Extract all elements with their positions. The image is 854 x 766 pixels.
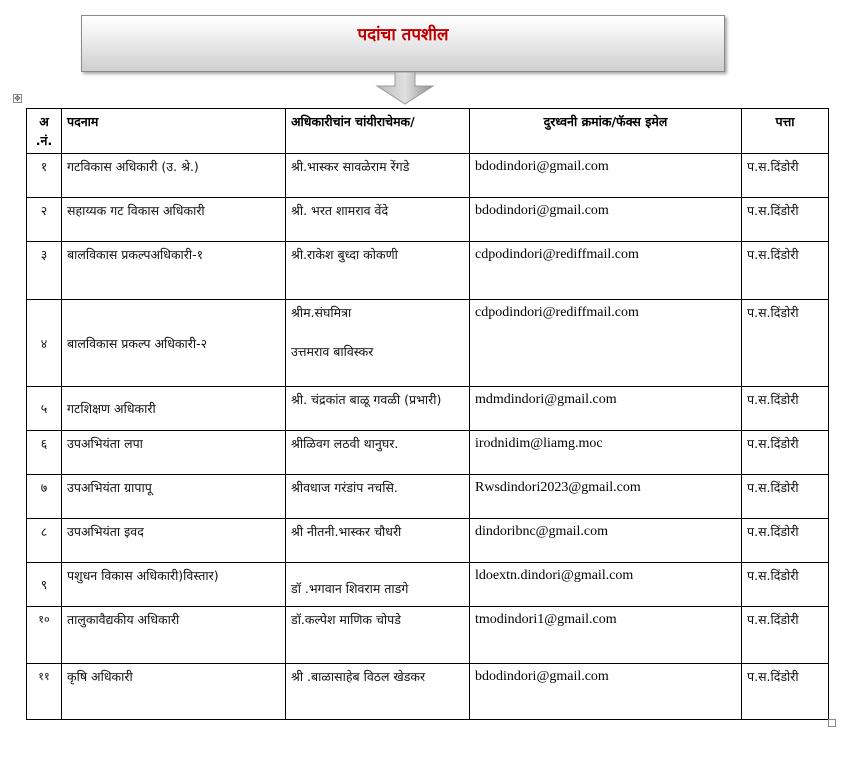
cell-officer-name (286, 519, 470, 563)
cell-address-text: प.स.दिंडोरी (747, 436, 799, 451)
cell-sr (27, 664, 62, 720)
title-box (81, 15, 725, 72)
cell-address (742, 563, 829, 607)
cell-officer-name (286, 431, 470, 475)
cell-address (742, 475, 829, 519)
cell-officer-name (286, 563, 470, 607)
arrow-down-icon (375, 72, 435, 106)
header-sr: अ .नं. (27, 109, 62, 154)
cell-address-text: प.स.दिंडोरी (747, 305, 799, 320)
cell-officer-name (286, 475, 470, 519)
cell-officer-name-text: श्रीम.संघमित्रा (291, 305, 352, 320)
cell-sr (27, 563, 62, 607)
table-row (27, 431, 829, 475)
cell-sr-text: ११ (38, 670, 50, 683)
cell-designation (62, 607, 286, 664)
cell-designation (62, 154, 286, 198)
cell-sr (27, 431, 62, 475)
cell-officer-name-text: श्री.राकेश बुध्दा कोकणी (291, 247, 398, 262)
cell-email (470, 198, 742, 242)
cell-sr (27, 154, 62, 198)
cell-address-text: प.स.दिंडोरी (747, 392, 799, 407)
cell-email-text: dindoribnc@gmail.com (475, 524, 609, 539)
cell-address (742, 387, 829, 431)
cell-sr (27, 475, 62, 519)
cell-officer-name (286, 154, 470, 198)
cell-sr (27, 387, 62, 431)
cell-sr-text: २ (40, 203, 48, 218)
cell-email-text: bdodindori@gmail.com (475, 203, 609, 218)
cell-email (470, 563, 742, 607)
cell-email-text: bdodindori@gmail.com (475, 159, 609, 174)
cell-sr-text: १ (40, 159, 48, 174)
cell-officer-name-text: श्रीळिवग लठवी थानुघर. (291, 436, 399, 451)
cell-sr (27, 519, 62, 563)
cell-email-text: Rwsdindori2023@gmail.com (475, 480, 641, 495)
cell-address-text: प.स.दिंडोरी (747, 524, 799, 539)
header-address: पत्ता (742, 109, 829, 154)
cell-designation-text: पशुधन विकास अधिकारी)विस्तार) (67, 568, 219, 583)
cell-address-text: प.स.दिंडोरी (747, 480, 799, 495)
table-row (27, 198, 829, 242)
cell-address (742, 300, 829, 387)
cell-designation (62, 563, 286, 607)
cell-officer-name-text: श्री. चंद्रकांत बाळू गवळी (प्रभारी) (291, 392, 442, 407)
table-row (27, 387, 829, 431)
cell-officer-name (286, 664, 470, 720)
cell-designation-text: उपअभियंता लपा (67, 436, 143, 451)
cell-designation (62, 431, 286, 475)
cell-designation (62, 664, 286, 720)
cell-sr-text: ८ (40, 524, 48, 539)
cell-officer-name-text: श्रीवधाज गरंडांप नचसि. (291, 480, 398, 495)
cell-designation (62, 519, 286, 563)
cell-email (470, 607, 742, 664)
cell-email-text: cdpodindori@rediffmail.com (475, 247, 639, 262)
cell-address (742, 664, 829, 720)
cell-address (742, 607, 829, 664)
table-row (27, 475, 829, 519)
table-row (27, 300, 829, 387)
cell-sr-text: ५ (40, 401, 48, 416)
cell-officer-name-text: डॉ.कल्पेश माणिक चोपडे (291, 612, 401, 627)
cell-officer-name-text: डॉ .भगवान शिवराम ताडगे (291, 581, 409, 596)
cell-address (742, 431, 829, 475)
cell-address-text: प.स.दिंडोरी (747, 203, 799, 218)
cell-address-text: प.स.दिंडोरी (747, 612, 799, 627)
cell-designation-text: तालुकावैद्यकीय अधिकारी (67, 612, 180, 627)
cell-designation-text: बालविकास प्रकल्प अधिकारी-२ (67, 335, 208, 351)
table-header-row (27, 109, 829, 154)
cell-officer-name-text: श्री नीतनी.भास्कर चौधरी (291, 524, 402, 539)
cell-officer-name (286, 607, 470, 664)
cell-sr (27, 607, 62, 664)
header-officer-name: अधिकारीचांन चांयीराचेमक/ (286, 109, 470, 154)
cell-designation-text: गटशिक्षण अधिकारी (67, 401, 156, 416)
cell-sr (27, 242, 62, 300)
cell-sr-text: ६ (40, 436, 48, 451)
table-row (27, 154, 829, 198)
table-row (27, 664, 829, 720)
cell-email-text: bdodindori@gmail.com (475, 669, 609, 684)
cell-sr-text: १० (38, 613, 50, 626)
cell-address-text: प.स.दिंडोरी (747, 669, 799, 684)
cell-sr-text: ३ (40, 247, 48, 262)
cell-sr-text: ७ (40, 480, 48, 495)
cell-sr-text: ४ (40, 335, 48, 351)
cell-email-text: mdmdindori@gmail.com (475, 392, 617, 407)
cell-email (470, 664, 742, 720)
cell-address (742, 242, 829, 300)
cell-email (470, 387, 742, 431)
table-row (27, 519, 829, 563)
cell-email (470, 242, 742, 300)
cell-officer-name (286, 300, 470, 387)
cell-officer-name-text: श्री .बाळासाहेब विठल खेडकर (291, 669, 426, 684)
cell-address-text: प.स.दिंडोरी (747, 159, 799, 174)
cell-officer-name-text: श्री. भरत शामराव वेंदे (291, 203, 389, 218)
table-row (27, 607, 829, 664)
cell-email (470, 300, 742, 387)
cell-officer-name (286, 242, 470, 300)
cell-designation-text: उपअभियंता ग्रापापू (67, 480, 152, 495)
cell-address-text: प.स.दिंडोरी (747, 247, 799, 262)
header-designation: पदनाम (62, 109, 286, 154)
officers-table (26, 108, 829, 720)
cell-address (742, 519, 829, 563)
cell-designation-text: उपअभियंता इवद (67, 524, 144, 539)
resize-icon[interactable] (828, 719, 836, 727)
cell-designation-text: बालविकास प्रकल्पअधिकारी-१ (67, 247, 204, 262)
cell-email (470, 519, 742, 563)
cell-designation (62, 475, 286, 519)
cell-email-text: tmodindori1@gmail.com (475, 612, 617, 627)
cell-designation-text: कृषि अधिकारी (67, 669, 133, 684)
cell-officer-name-text: श्री.भास्कर सावळेराम रेंगडे (291, 159, 410, 174)
cell-email (470, 154, 742, 198)
cell-designation-text: गटविकास अधिकारी (उ. श्रे.) (67, 159, 199, 174)
cell-officer-name-line2: उत्तमराव बाविस्कर (291, 344, 374, 359)
cell-designation (62, 242, 286, 300)
header-contact: दुरध्वनी क्रमांक/फॅक्स इमेल (470, 109, 742, 154)
cell-designation (62, 198, 286, 242)
cell-address-text: प.स.दिंडोरी (747, 568, 799, 583)
cell-address (742, 198, 829, 242)
cell-email-text: irodnidim@liamg.moc (475, 436, 603, 451)
cell-email-text: ldoextn.dindori@gmail.com (475, 568, 634, 583)
page-title: पदांचा तपशील (357, 25, 449, 45)
cell-designation (62, 300, 286, 387)
cell-sr-text: ९ (40, 577, 48, 592)
cell-sr (27, 198, 62, 242)
table-row (27, 563, 829, 607)
cell-email (470, 475, 742, 519)
cell-sr (27, 300, 62, 387)
cell-designation-text: सहाय्यक गट विकास अधिकारी (67, 203, 205, 218)
cell-email (470, 431, 742, 475)
cell-designation (62, 387, 286, 431)
cell-email-text: cdpodindori@rediffmail.com (475, 305, 639, 320)
move-icon[interactable]: ✥ (14, 94, 21, 103)
cell-address (742, 154, 829, 198)
cell-officer-name (286, 387, 470, 431)
table-row (27, 242, 829, 300)
cell-officer-name (286, 198, 470, 242)
